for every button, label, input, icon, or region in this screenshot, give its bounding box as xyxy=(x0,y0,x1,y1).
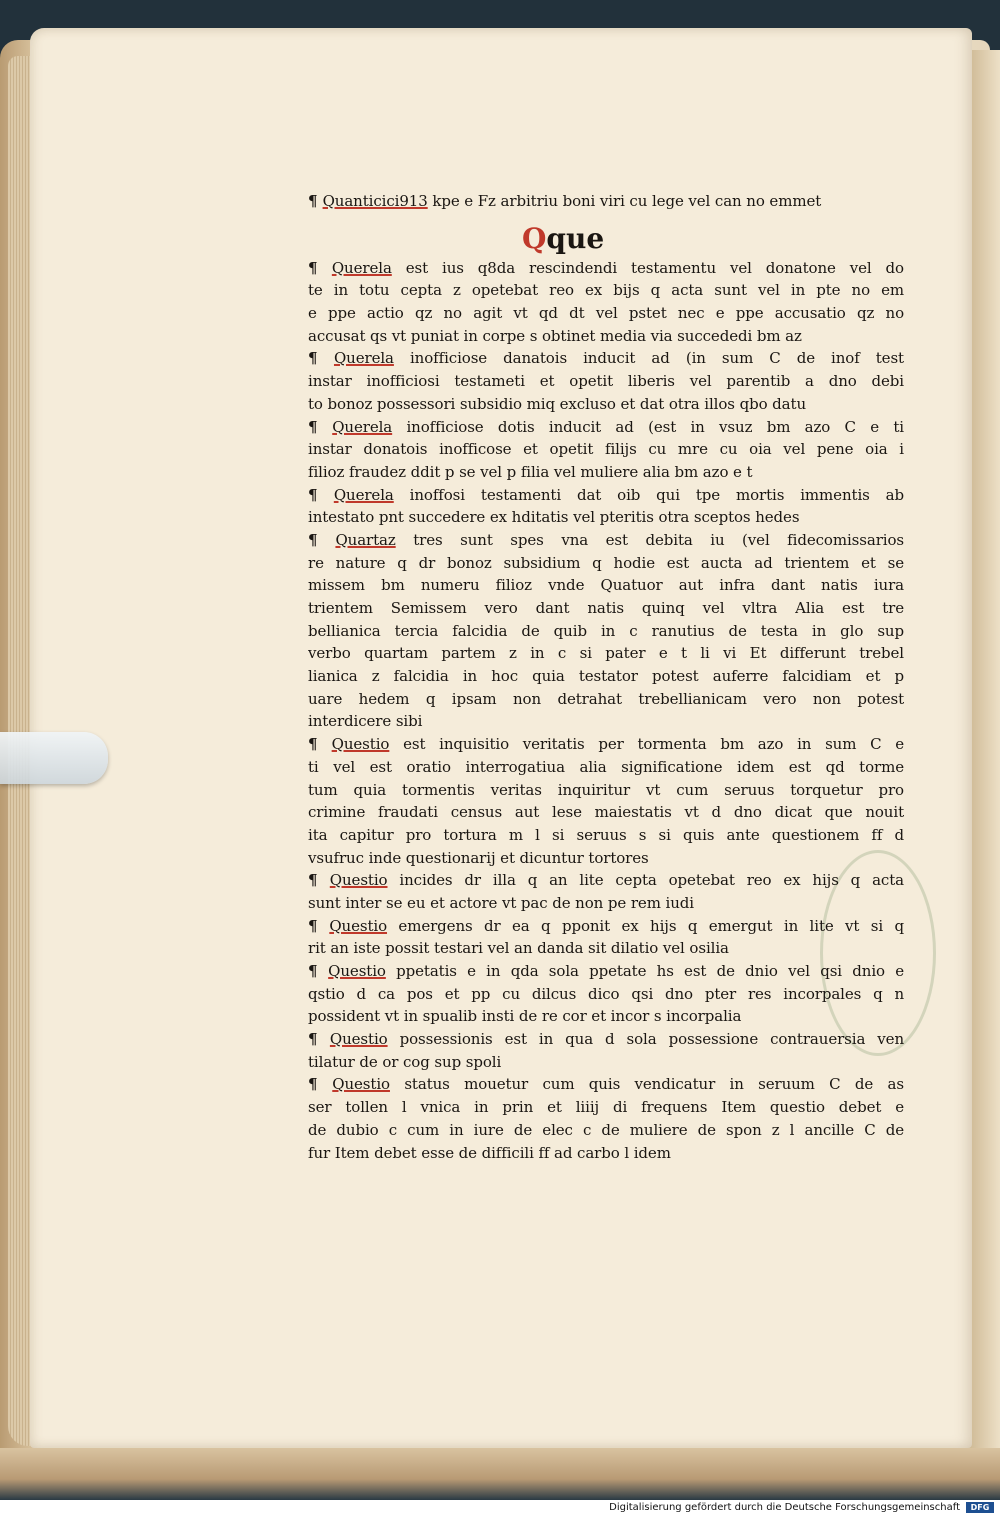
entry-keyword: Querela xyxy=(331,258,392,277)
book-bottom-edge xyxy=(0,1448,1000,1500)
bookmark-strip xyxy=(0,732,108,784)
entry-keyword: Querela xyxy=(333,485,394,504)
paragraph-mark-icon: ¶ xyxy=(308,1030,330,1049)
entry-first-line: ¶ Querela inofficiose dotis inducit ad (est in vsuz bm azo C e ti xyxy=(308,417,904,436)
paragraph-mark-icon: ¶ xyxy=(308,1075,333,1094)
paragraph-mark-icon: ¶ xyxy=(308,916,330,935)
entry-first-line: ¶ Querela est ius q8da rescindendi testamentu vel donatone vel do xyxy=(308,258,904,277)
entry-line: instar inofficiosi testameti et opetit liberis vel parentib a dno debi xyxy=(308,372,904,391)
paragraph-mark-icon: ¶ xyxy=(308,417,333,436)
rubric-initial: Q xyxy=(522,222,547,255)
entry-first-line: ¶ Querela inofficiose danatois inducit ad (in sum C de inof test xyxy=(308,349,904,368)
paragraph-mark-icon: ¶ xyxy=(308,192,323,210)
entry-line: e ppe actio qz no agit vt qd dt vel pstet nec e ppe accusatio qz no xyxy=(308,304,904,323)
entry-line: lianica z falcidia in hoc quia testator potest auferre falcidiam et p xyxy=(308,667,904,686)
entry-line: interdicere sibi xyxy=(308,712,423,731)
entry-line: vsufruc inde questionarij et dicuntur tortores xyxy=(308,848,649,867)
entry-line: tum quia tormentis veritas inquiritur vt cum seruus torquetur pro xyxy=(308,780,904,799)
entry-line: sunt inter se eu et actore vt pac de non pe rem iudi xyxy=(308,893,694,912)
text-column xyxy=(308,190,904,1164)
entry-line: missem bm numeru filioz vnde Quatuor aut infra dant natis iura xyxy=(308,576,904,595)
paragraph-mark-icon: ¶ xyxy=(308,258,332,277)
entry-line: fur Item debet esse de difficili ff ad carbo l idem xyxy=(308,1143,671,1162)
entry-line: filioz fraudez ddit p se vel p filia vel muliere alia bm azo e t xyxy=(308,462,753,481)
entry-line: re nature q dr bonoz subsidium q hodie est aucta ad trientem et se xyxy=(308,553,904,572)
facing-page-edge xyxy=(968,50,1000,1450)
entry-line: to bonoz possessori subsidio miq excluso et dat otra illos qbo datu xyxy=(308,394,807,413)
entry-keyword: Quanticici913 xyxy=(322,192,428,210)
entry-first-line: ¶ Questio est inquisitio veritatis per tormenta bm azo in sum C e xyxy=(308,735,904,754)
dfg-logo: DFG xyxy=(966,1502,994,1513)
entry-first-line: ¶ Questio incides dr illa q an lite cepta opetebat reo ex hijs q acta xyxy=(308,871,904,890)
entry-keyword: Querela xyxy=(333,349,394,368)
entry-line: trientem Semissem vero dant natis quinq vel vltra Alia est tre xyxy=(308,599,904,617)
entry-line: de dubio c cum in iure de elec c de muliere de spon z l ancille C de xyxy=(308,1120,904,1139)
entry-line: verbo quartam partem z in c si pater e t li vi Et differunt trebel xyxy=(308,644,904,663)
entry-line: possident vt in spualib insti de re cor et incor s incorpalia xyxy=(308,1007,742,1026)
entry-first-line: ¶ Quartaz tres sunt spes vna est debita iu (vel fidecomissarios xyxy=(308,530,904,549)
entry-first-line: ¶ Questio ppetatis e in qda sola ppetate hs est de dnio vel qsi dnio e xyxy=(308,962,904,980)
entry-first-line: ¶ Querela inoffosi testamenti dat oib qui tpe mortis immentis ab xyxy=(308,485,904,504)
paragraph-mark-icon: ¶ xyxy=(308,349,334,368)
entry-keyword: Questio xyxy=(329,871,388,890)
paragraph-mark-icon: ¶ xyxy=(308,485,334,504)
entry-line: ita capitur pro tortura m l si seruus s si quis ante questionem ff d xyxy=(308,825,904,844)
entry-line: te in totu cepta z opetebat reo ex bijs q acta sunt vel in pte no em xyxy=(308,281,904,300)
entry-first-line: ¶ Questio emergens dr ea q pponit ex hijs q emergut in lite vt si q xyxy=(308,916,904,935)
entry-line: ti vel est oratio interrogatiua alia significatione idem est qd torme xyxy=(308,757,904,776)
paragraph-mark-icon: ¶ xyxy=(308,530,336,549)
entry-line: uare hedem q ipsam non detrahat trebellianicam vero non potest xyxy=(308,689,904,708)
funding-note: Digitalisierung gefördert durch die Deutsche Forschungsgemeinschaft xyxy=(609,1502,960,1513)
entry-keyword: Questio xyxy=(328,962,386,980)
entry-line: crimine fraudati census aut lese maiestatis vt d dno dicat que nouit xyxy=(308,803,904,822)
entry-line: qstio d ca pos et pp cu dilcus dico qsi dno pter res incorpales q n xyxy=(308,984,904,1003)
heading-word: que xyxy=(546,222,605,255)
entry-line: rit an iste possit testari vel an danda sit dilatio vel osilia xyxy=(308,939,729,958)
entry-keyword: Querela xyxy=(332,417,393,436)
entry-first-line: ¶ Questio possessionis est in qua d sola possessione contrauersia ven xyxy=(308,1030,904,1049)
paragraph-mark-icon: ¶ xyxy=(308,735,332,754)
entry-first-line: ¶ Questio status mouetur cum quis vendicatur in seruum C de as xyxy=(308,1075,904,1094)
entry-keyword: Questio xyxy=(331,735,390,754)
entry-keyword: Quartaz xyxy=(335,530,396,549)
paragraph-mark-icon: ¶ xyxy=(308,962,329,980)
entry-line: accusat qs vt puniat in corpe s obtinet media via succededi bm az xyxy=(308,326,802,345)
entry-line: ser tollen l vnica in prin et liiij di frequens Item questio debet e xyxy=(308,1098,904,1117)
footer-bar xyxy=(0,1500,1000,1515)
entry-line: instar donatois inofficose et opetit filijs cu mre cu oia vel pene oia i xyxy=(308,440,904,459)
entry-line: bellianica tercia falcidia de quib in c ranutius de testa in glo sup xyxy=(308,621,904,640)
entry-line: tilatur de or cog sup spoli xyxy=(308,1052,502,1071)
entry-keyword: Questio xyxy=(329,916,388,935)
entry-keyword: Questio xyxy=(332,1075,390,1094)
paragraph-mark-icon: ¶ xyxy=(308,871,330,890)
entry-keyword: Questio xyxy=(329,1030,388,1049)
entry-line: intestato pnt succedere ex hditatis vel pteritis otra sceptos hedes xyxy=(308,508,800,527)
entry-first-line: ¶ Quanticici913 kpe e Fz arbitriu boni viri cu lege vel can no emmet xyxy=(308,192,822,210)
